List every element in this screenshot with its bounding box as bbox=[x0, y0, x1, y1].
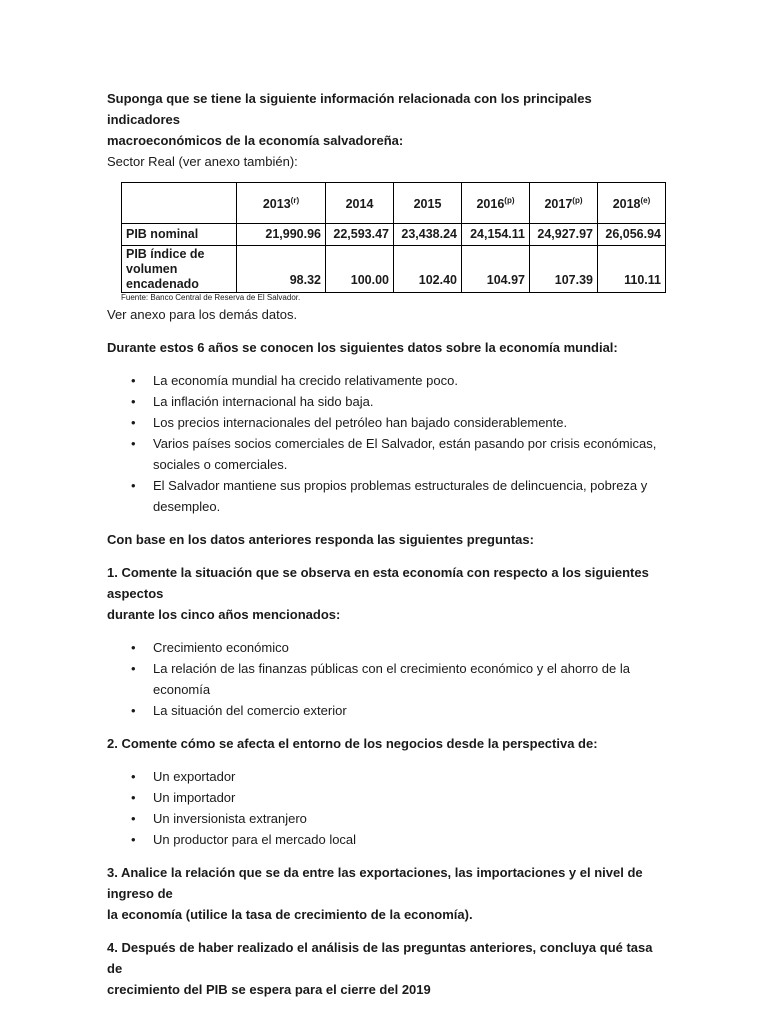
table-cell: 23,438.24 bbox=[394, 224, 462, 246]
row-label-pib-indice: PIB índice de volumen encadenado bbox=[122, 246, 237, 293]
world-facts-list bbox=[107, 370, 667, 517]
bullet-icon: • bbox=[131, 703, 136, 718]
table-cell: 24,927.97 bbox=[530, 224, 598, 246]
bullet-icon: • bbox=[131, 640, 136, 655]
bullet-icon: • bbox=[131, 769, 136, 784]
bullet-icon: • bbox=[131, 811, 136, 826]
table-cell: 22,593.47 bbox=[326, 224, 394, 246]
year-header: 2016$^{(p)}$ bbox=[462, 183, 530, 224]
year-header: 2015 bbox=[394, 183, 462, 224]
year-header: 2018$^{(e)}$ bbox=[598, 183, 666, 224]
table-cell: 98.32 bbox=[237, 246, 326, 293]
bullet-icon: • bbox=[131, 373, 136, 388]
bullet-icon: • bbox=[131, 394, 136, 409]
questions-intro: Con base en los datos anteriores responda las siguientes preguntas: bbox=[107, 532, 534, 547]
list-item: • Un productor para el mercado local bbox=[107, 829, 667, 850]
year-header: 2013$^{(r)}$ bbox=[237, 183, 326, 224]
bullet-icon: • bbox=[131, 436, 136, 451]
table-cell: 24,154.11 bbox=[462, 224, 530, 246]
table-source-note: Fuente: Banco Central de Reserva de El Salvador. bbox=[121, 293, 301, 302]
table-cell: 26,056.94 bbox=[598, 224, 666, 246]
table-cell: 102.40 bbox=[394, 246, 462, 293]
table-corner-cell bbox=[122, 183, 237, 224]
list-item: • La relación de las finanzas públicas con el crecimiento económico y el ahorro de la economía bbox=[107, 658, 667, 700]
bullet-icon: • bbox=[131, 415, 136, 430]
table-cell: 107.39 bbox=[530, 246, 598, 293]
list-item: • La situación del comercio exterior bbox=[107, 700, 667, 721]
bullet-icon: • bbox=[131, 478, 136, 493]
list-item: • Varios países socios comerciales de El Salvador, están pasando por crisis económicas, sociales o comerciales. bbox=[107, 433, 667, 475]
table-cell: 100.00 bbox=[326, 246, 394, 293]
world-intro: Durante estos 6 años se conocen los siguientes datos sobre la economía mundial: bbox=[107, 340, 618, 355]
question-4: 4. Después de haber realizado el análisis de las preguntas anteriores, concluya qué tasa de crecimiento del PIB se espera para el cierre del 2019 bbox=[107, 940, 653, 997]
intro-line-1: Suponga que se tiene la siguiente información relacionada con los principales indicadores bbox=[107, 91, 592, 127]
table-cell: 21,990.96 bbox=[237, 224, 326, 246]
annex-note: Ver anexo para los demás datos. bbox=[107, 307, 298, 322]
list-item: • Un importador bbox=[107, 787, 667, 808]
question-3: 3. Analice la relación que se da entre las exportaciones, las importaciones y el nivel de ingreso de la economía (utilice la tasa de crecimiento de la economía). bbox=[107, 865, 643, 922]
table-row bbox=[122, 224, 666, 246]
question-2: 2. Comente cómo se afecta el entorno de los negocios desde la perspectiva de: bbox=[107, 736, 598, 751]
table-row bbox=[122, 246, 666, 293]
year-header: 2017$^{(p)}$ bbox=[530, 183, 598, 224]
indicators-table bbox=[121, 182, 666, 293]
table-header-row bbox=[122, 183, 666, 224]
bullet-icon: • bbox=[131, 832, 136, 847]
bullet-icon: • bbox=[131, 661, 136, 676]
list-item: • El Salvador mantiene sus propios problemas estructurales de delincuencia, pobreza y desempleo. bbox=[107, 475, 667, 517]
list-item: • La economía mundial ha crecido relativamente poco. bbox=[107, 370, 667, 391]
table-cell: 104.97 bbox=[462, 246, 530, 293]
list-item: • Los precios internacionales del petróleo han bajado considerablemente. bbox=[107, 412, 667, 433]
bullet-icon: • bbox=[131, 790, 136, 805]
list-item: • Un exportador bbox=[107, 766, 667, 787]
table-cell: 110.11 bbox=[598, 246, 666, 293]
sector-heading: Sector Real (ver anexo también): bbox=[107, 154, 298, 169]
row-label-pib-nominal: PIB nominal bbox=[122, 224, 237, 246]
list-item: • Crecimiento económico bbox=[107, 637, 667, 658]
question-1: 1. Comente la situación que se observa en esta economía con respecto a los siguientes aspectos durante los cinco años mencionados: bbox=[107, 565, 649, 622]
document-page bbox=[107, 88, 667, 1000]
list-item: • Un inversionista extranjero bbox=[107, 808, 667, 829]
question-1-list bbox=[107, 637, 667, 721]
intro-line-2: macroeconómicos de la economía salvadoreña: bbox=[107, 133, 404, 148]
year-header: 2014 bbox=[326, 183, 394, 224]
question-2-list bbox=[107, 766, 667, 850]
list-item: • La inflación internacional ha sido baja. bbox=[107, 391, 667, 412]
